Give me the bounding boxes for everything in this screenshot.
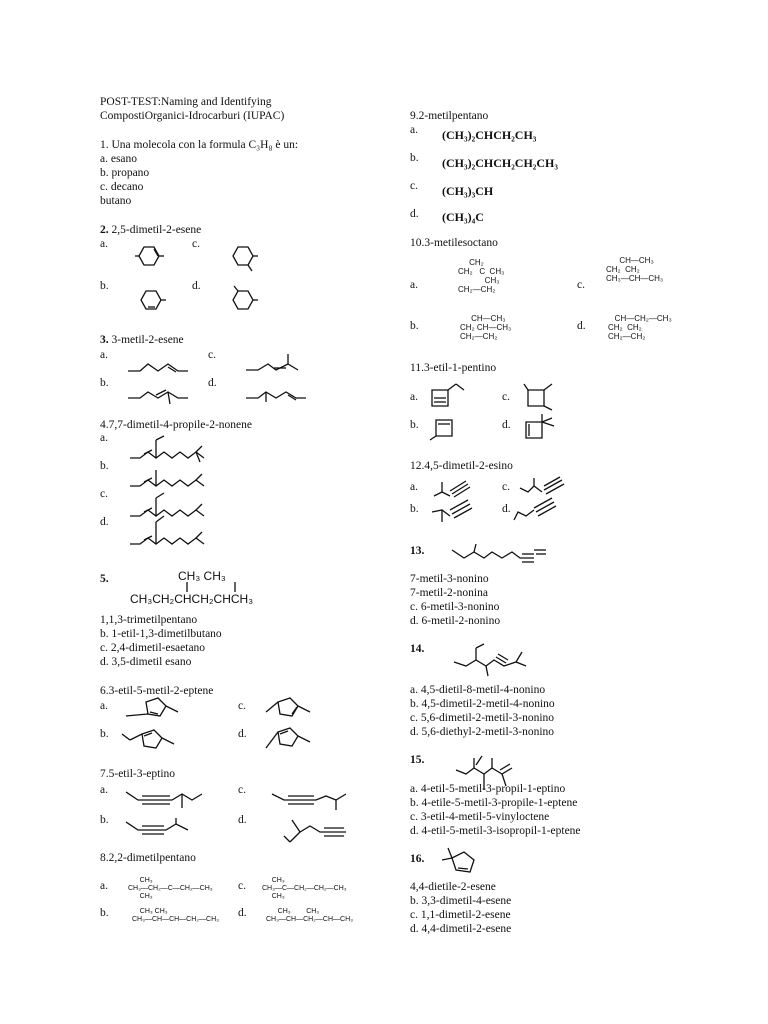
q10-structure-d: CH—CH₂—CH₃ CH₂ CH₂ CH₂—CH₂	[608, 314, 672, 341]
q2-structure-c	[230, 244, 260, 274]
q3-title: 3-metil-2-esene	[111, 334, 184, 346]
q13-option-c: c. 6-metil-3-nonino	[410, 601, 500, 613]
q12-structure-b	[432, 500, 480, 524]
q8-structure-c: CH₃ CH₃—C—CH₂—CH₂—CH₃ CH₃	[262, 877, 347, 900]
q7-label-c: c.	[238, 784, 246, 796]
q10-structure-b: CH—CH₃ CH₂ CH—CH₃ CH₂—CH₂	[460, 314, 512, 341]
q8-title: 8.2,2-dimetilpentano	[100, 852, 196, 864]
q11-structure-c	[520, 382, 560, 412]
q9-label-d: d.	[410, 208, 419, 220]
q7-structure-d	[284, 818, 354, 848]
q12-label-a: a.	[410, 481, 418, 493]
q3-label-b: b.	[100, 377, 109, 389]
q16-structure	[440, 846, 480, 876]
q3-label-c: c.	[208, 349, 216, 361]
q8-label-a: a.	[100, 880, 108, 892]
q6-label-c: c.	[238, 700, 246, 712]
q3-structure-a	[128, 356, 188, 376]
q9-label-a: a.	[410, 124, 418, 136]
q3-heading	[100, 334, 184, 347]
q8-label-b: b.	[100, 907, 109, 919]
q8-structure-b: CH₃ CH₃ CH₃—CH—CH—CH₂—CH₃	[132, 908, 219, 923]
q6-structure-d	[262, 722, 322, 752]
q11-label-c: c.	[502, 391, 510, 403]
q1-question: 1. Una molecola con la formula C₃H₈ è un:	[100, 139, 299, 151]
q5-option-d: d. 3,5-dimetil esano	[100, 656, 192, 668]
q6-structure-b	[120, 722, 180, 750]
q10-label-b: b.	[410, 320, 419, 332]
q13-option-d: d. 6-metil-2-nonino	[410, 615, 501, 627]
header-line-2: CompostiOrganici-Idrocarburi (IUPAC)	[100, 110, 285, 122]
q4-structure-a	[130, 436, 210, 466]
q15-option-b: b. 4-etile-5-metil-3-propile-1-eptene	[410, 797, 578, 809]
q6-label-b: b.	[100, 728, 109, 740]
q1-option-a: a. esano	[100, 153, 138, 165]
q11-label-d: d.	[502, 419, 511, 431]
q5-option-c: c. 2,4-dimetil-esaetano	[100, 642, 206, 654]
q2-label-c: c.	[192, 238, 200, 250]
q6-title: 6.3-etil-5-metil-2-eptene	[100, 685, 214, 697]
q7-label-b: b.	[100, 814, 109, 826]
q9-formula-c: (CH₃)₃CH	[442, 184, 494, 198]
q2-label-b: b.	[100, 280, 109, 292]
q16-option-b: b. 3,3-dimetil-4-esene	[410, 895, 512, 907]
q15-option-c: c. 3-etil-4-metil-5-vinyloctene	[410, 811, 550, 823]
q9-title: 9.2-metilpentano	[410, 110, 489, 122]
header-line-1: POST-TEST:Naming and Identifying	[100, 96, 272, 108]
q12-structure-c	[520, 476, 568, 498]
q10-label-d: d.	[577, 320, 586, 332]
q16-option-a: 4,4-dietile-2-esene	[410, 881, 496, 893]
q5-option-b: b. 1-etil-1,3-dimetilbutano	[100, 628, 222, 640]
q10-title: 10.3-metilesoctano	[410, 237, 498, 249]
q15-option-a: a. 4-etil-5-metil-3-propil-1-eptino	[410, 783, 566, 795]
q12-structure-a	[432, 478, 476, 498]
q12-label-c: c.	[502, 481, 510, 493]
q7-label-d: d.	[238, 814, 247, 826]
q2-structure-b	[138, 288, 168, 318]
q14-structure	[454, 644, 534, 680]
q4-structure-b	[130, 466, 210, 492]
q7-label-a: a.	[100, 784, 108, 796]
q7-title: 7.5-etil-3-eptino	[100, 768, 176, 780]
q3-structure-c	[246, 352, 306, 374]
q5-bonds	[130, 580, 270, 594]
q16-option-c: c. 1,1-dimetil-2-esene	[410, 909, 511, 921]
q5-number: 5.	[100, 573, 109, 585]
q13-option-a: 7-metil-3-nonino	[410, 573, 489, 585]
q13-number: 13.	[410, 545, 425, 557]
q4-label-d: d.	[100, 516, 109, 528]
q7-structure-b	[126, 818, 196, 840]
q5-formula-main: CH₃CH₂CHCH₂CHCH₃	[130, 592, 254, 606]
q5-formula-top: CH₃ CH₃	[178, 569, 226, 583]
q8-label-c: c.	[238, 880, 246, 892]
q12-structure-d	[514, 500, 562, 524]
q8-label-d: d.	[238, 907, 247, 919]
q6-structure-c	[262, 694, 322, 720]
q14-number: 14.	[410, 643, 425, 655]
q14-option-b: b. 4,5-dimetil-2-metil-4-nonino	[410, 698, 555, 710]
q2-number: 2.	[100, 224, 109, 236]
q2-heading	[100, 224, 201, 237]
q12-label-d: d.	[502, 503, 511, 515]
q4-label-c: c.	[100, 488, 108, 500]
q10-structure-a: CH₂ CH₂ C CH₃ CH₃ CH₂—CH₂	[458, 258, 505, 294]
q14-option-d: d. 5,6-diethyl-2-metil-3-nonino	[410, 726, 555, 738]
q10-structure-c: CH—CH₃ CH₂ CH₂ CH₃—CH—CH₃	[606, 256, 664, 283]
q11-structure-a	[428, 382, 468, 412]
q5-option-a: 1,1,3-trimetilpentano	[100, 614, 198, 626]
q4-label-a: a.	[100, 432, 108, 444]
q16-option-d: d. 4,4-dimetil-2-esene	[410, 923, 512, 935]
q2-structure-a	[136, 244, 166, 274]
q16-number: 16.	[410, 853, 425, 865]
q4-title: 4.7,7-dimetil-4-propile-2-nonene	[100, 419, 253, 431]
q2-label-d: d.	[192, 280, 201, 292]
q12-label-b: b.	[410, 503, 419, 515]
q1-option-c: c. decano	[100, 181, 144, 193]
q15-number: 15.	[410, 754, 425, 766]
q6-label-d: d.	[238, 728, 247, 740]
q6-structure-a	[126, 694, 186, 720]
q14-option-c: c. 5,6-dimetil-2-metil-3-nonino	[410, 712, 555, 724]
q3-structure-d	[246, 384, 306, 404]
q6-label-a: a.	[100, 700, 108, 712]
q7-structure-c	[272, 790, 352, 812]
q2-structure-d	[230, 288, 260, 318]
q1-option-b: b. propano	[100, 167, 150, 179]
q11-structure-b	[430, 416, 470, 444]
q14-option-a: a. 4,5-dietil-8-metil-4-nonino	[410, 684, 546, 696]
q9-label-c: c.	[410, 180, 418, 192]
q8-structure-d: CH₃ CH₃ CH₃—CH—CH₂—CH—CH₃	[266, 908, 353, 923]
q9-formula-a: (CH₃)₂CHCH₂CH₃	[442, 128, 537, 142]
q11-label-a: a.	[410, 391, 418, 403]
q9-formula-d: (CH₃)₄C	[442, 210, 484, 224]
q2-title: 2,5-dimetil-2-esene	[111, 224, 202, 236]
q13-option-b: 7-metil-2-nonina	[410, 587, 488, 599]
q3-structure-b	[128, 384, 188, 406]
q11-label-b: b.	[410, 419, 419, 431]
q15-option-d: d. 4-etil-5-metil-3-isopropil-1-eptene	[410, 825, 581, 837]
q4-label-b: b.	[100, 460, 109, 472]
q3-label-a: a.	[100, 349, 108, 361]
q11-title: 11.3-etil-1-pentino	[410, 362, 497, 374]
q3-label-d: d.	[208, 377, 217, 389]
q9-formula-b: (CH₃)₂CHCH₂CH₂CH₃	[442, 156, 558, 170]
q1-option-d: butano	[100, 195, 132, 207]
q11-structure-d	[518, 414, 562, 444]
q10-label-a: a.	[410, 279, 418, 291]
q9-label-b: b.	[410, 152, 419, 164]
q7-structure-a	[126, 790, 206, 812]
q10-label-c: c.	[577, 279, 585, 291]
q8-structure-a: CH₃ CH₃—CH₂—C—CH₂—CH₃ CH₃	[128, 877, 213, 900]
q13-structure	[452, 544, 548, 564]
q4-structure-d	[130, 516, 210, 550]
q3-number: 3.	[100, 334, 109, 346]
q2-label-a: a.	[100, 238, 108, 250]
q12-title: 12.4,5-dimetil-2-esino	[410, 460, 513, 472]
